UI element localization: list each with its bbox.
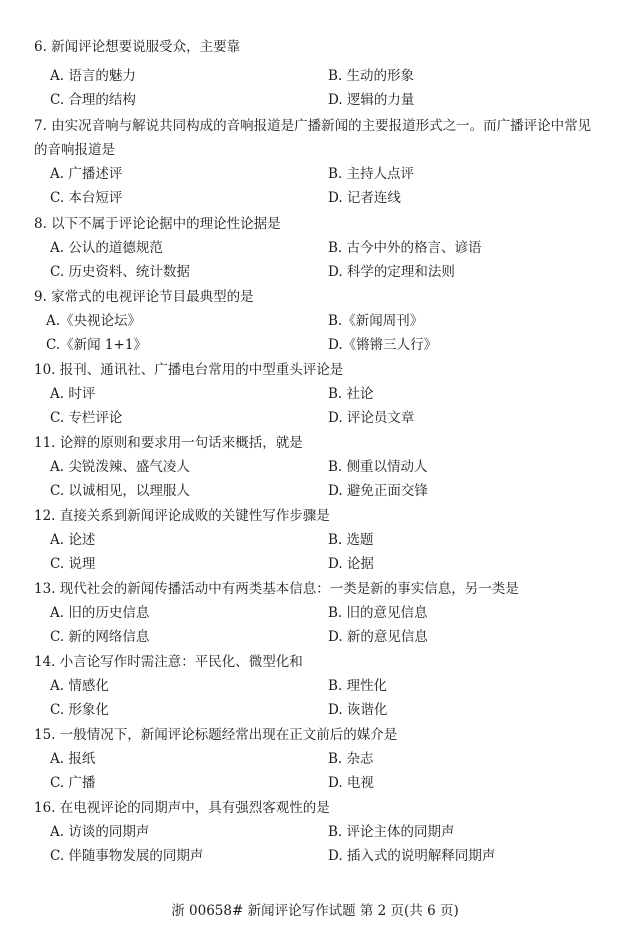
option-d: D.《锵锵三人行》: [328, 337, 438, 353]
option-b: B. 选题: [328, 532, 374, 548]
option-d: D. 电视: [328, 775, 374, 791]
option-a: A. 报纸: [50, 751, 96, 767]
option-a: A. 情感化: [50, 678, 109, 694]
question-stem: 7. 由实况音响与解说共同构成的音响报道是广播新闻的主要报道形式之一。而广播评论中常见的音响报道是: [34, 118, 592, 158]
option-c: C. 新的网络信息: [50, 629, 150, 645]
question-12: [34, 504, 604, 528]
question-stem: 10. 报刊、通讯社、广播电台常用的中型重头评论是: [34, 362, 344, 378]
question-stem: 14. 小言论写作时需注意：平民化、微型化和: [34, 654, 303, 670]
question-stem: 11. 论辩的原则和要求用一句话来概括，就是: [34, 435, 303, 451]
option-b: B. 古今中外的格言、谚语: [328, 240, 482, 256]
option-c: C. 形象化: [50, 702, 109, 718]
option-b: B. 侧重以情动人: [328, 459, 428, 475]
option-b: B. 生动的形象: [328, 68, 415, 84]
question-stem: 13. 现代社会的新闻传播活动中有两类基本信息：一类是新的事实信息，另一类是: [34, 581, 519, 597]
option-b: B. 杂志: [328, 751, 374, 767]
question-14: [34, 650, 604, 674]
option-a: A. 旧的历史信息: [50, 605, 150, 621]
question-16: [34, 796, 604, 820]
option-c: C. 历史资料、统计数据: [50, 264, 190, 280]
question-10: [34, 358, 604, 382]
option-c: C. 本台短评: [50, 190, 123, 206]
option-c: C. 合理的结构: [50, 92, 136, 108]
option-a: A. 尖锐泼辣、盛气凌人: [50, 459, 190, 475]
option-a: A. 访谈的同期声: [50, 824, 150, 840]
option-d: D. 论据: [328, 556, 374, 572]
page-footer: 浙 00658# 新闻评论写作试题 第 2 页(共 6 页): [171, 903, 459, 919]
option-d: D. 新的意见信息: [328, 629, 428, 645]
question-11: [34, 431, 604, 455]
option-b: B. 评论主体的同期声: [328, 824, 455, 840]
option-d: D. 插入式的说明解释同期声: [328, 848, 496, 864]
option-a: A. 时评: [50, 386, 96, 402]
question-13: [34, 577, 604, 601]
option-c: C. 专栏评论: [50, 410, 123, 426]
option-a: A.《央视论坛》: [46, 313, 142, 329]
option-a: A. 广播述评: [50, 166, 123, 182]
option-a: A. 公认的道德规范: [50, 240, 163, 256]
option-d: D. 逻辑的力量: [328, 92, 415, 108]
option-c: C. 广播: [50, 775, 96, 791]
question-8: [34, 212, 604, 236]
option-a: A. 论述: [50, 532, 96, 548]
option-c: C.《新闻 1+1》: [46, 337, 147, 353]
option-c: C. 以诚相见，以理服人: [50, 483, 190, 499]
question-stem: 16. 在电视评论的同期声中，具有强烈客观性的是: [34, 800, 330, 816]
option-d: D. 避免正面交锋: [328, 483, 428, 499]
option-d: D. 评论员文章: [328, 410, 415, 426]
question-stem: 9. 家常式的电视评论节目最典型的是: [34, 289, 254, 305]
question-6: [34, 35, 604, 59]
option-b: B. 理性化: [328, 678, 388, 694]
option-b: B.《新闻周刊》: [328, 313, 424, 329]
option-d: D. 诙谐化: [328, 702, 388, 718]
question-stem: 15. 一般情况下，新闻评论标题经常出现在正文前后的媒介是: [34, 727, 398, 743]
option-d: D. 记者连线: [328, 190, 401, 206]
question-stem: 8. 以下不属于评论论据中的理论性论据是: [34, 216, 281, 232]
question-9: [34, 285, 604, 309]
option-c: C. 说理: [50, 556, 96, 572]
question-stem: 6. 新闻评论想要说服受众，主要靠: [34, 39, 241, 55]
question-7: [34, 114, 604, 162]
option-b: B. 社论: [328, 386, 374, 402]
option-a: A. 语言的魅力: [50, 68, 136, 84]
option-b: B. 主持人点评: [328, 166, 415, 182]
option-b: B. 旧的意见信息: [328, 605, 428, 621]
question-15: [34, 723, 604, 747]
option-d: D. 科学的定理和法则: [328, 264, 455, 280]
question-stem: 12. 直接关系到新闻评论成败的关键性写作步骤是: [34, 508, 330, 524]
option-c: C. 伴随事物发展的同期声: [50, 848, 204, 864]
